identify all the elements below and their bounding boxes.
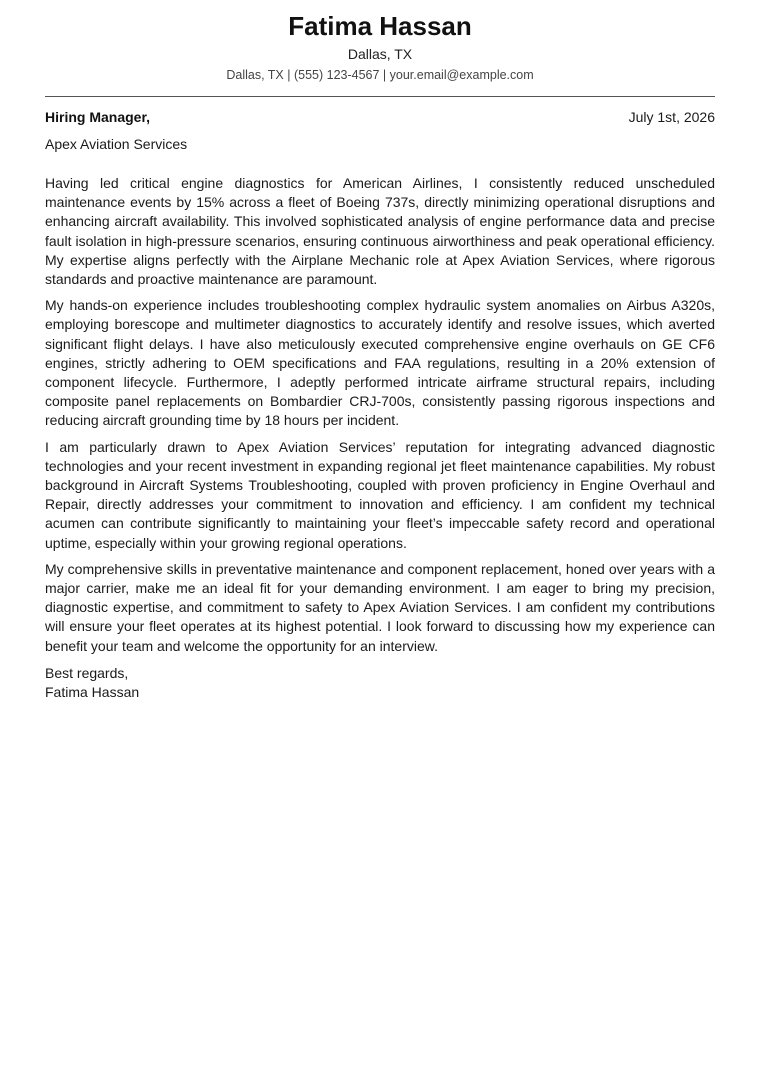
letter-header [45,0,715,84]
closing-phrase: Best regards, [45,664,129,681]
recipient-salutation: Hiring Manager, [45,109,151,125]
body-paragraph-2: My hands-on experience includes troubleshooting complex hydraulic system anomalies on Airbus A320s, employing borescope and multimeter diagnostics to accurately identify and resolve issues, which averted significant flight delays. I have also meticulously executed comprehensive engine overhauls on GE CF6 engines, strictly adhering to OEM specifications and FAA regulations, resulting in a 20% extension of component lifecycle. Furthermore, I adeptly performed intricate airframe structural repairs, including composite panel replacements on Bombardier CRJ-700s, consistently passing rigorous inspections and reducing aircraft grounding time by 18 hours per incident. [45,297,715,429]
signature-name: Fatima Hassan [45,684,140,701]
body-paragraph-1: Having led critical engine diagnostics for American Airlines, I consistently reduced unscheduled maintenance events by 15% across a fleet of Boeing 737s, directly minimizing operational disruptions and enhancing aircraft availability. This involved sophisticated analysis of engine performance data and precise fault isolation in high-pressure scenarios, ensuring continuous airworthiness and peak operational efficiency. My expertise aligns perfectly with the Airplane Mechanic role at Apex Aviation Services, where rigorous standards and proactive maintenance are paramount. [45,175,715,288]
letter-date: July 1st, 2026 [628,109,715,125]
header-divider [45,96,715,97]
body-paragraph-3: I am particularly drawn to Apex Aviation Services’ reputation for integrating advanced diagnostic technologies and your recent investment in expanding regional jet fleet maintenance capabilities. My robust background in Aircraft Systems Troubleshooting, coupled with proven proficiency in Engine Overhaul and Repair, directly addresses your commitment to innovation and efficiency. I am confident my technical acumen can contribute significantly to maintaining your fleet’s impeccable safety record and operational uptime, especially within your growing regional operations. [45,438,715,551]
applicant-name: Fatima Hassan [288,11,472,41]
applicant-contact-line: Dallas, TX | (555) 123-4567 | your.email@example.com [226,68,534,82]
recipient-company: Apex Aviation Services [45,136,188,152]
letter-closing-block [45,664,715,703]
body-paragraph-4: My comprehensive skills in preventative maintenance and component replacement, honed over years with a major carrier, make me an ideal fit for your demanding environment. I am eager to bring my precision, diagnostic expertise, and commitment to safety to Apex Aviation Services. I am confident my contributions will ensure your fleet operates at its highest potential. I look forward to discussing how my experience can benefit your team and welcome the opportunity for an interview. [45,560,715,654]
applicant-location: Dallas, TX [347,46,413,62]
letter-body [45,174,715,656]
recipient-date-row [45,107,715,127]
